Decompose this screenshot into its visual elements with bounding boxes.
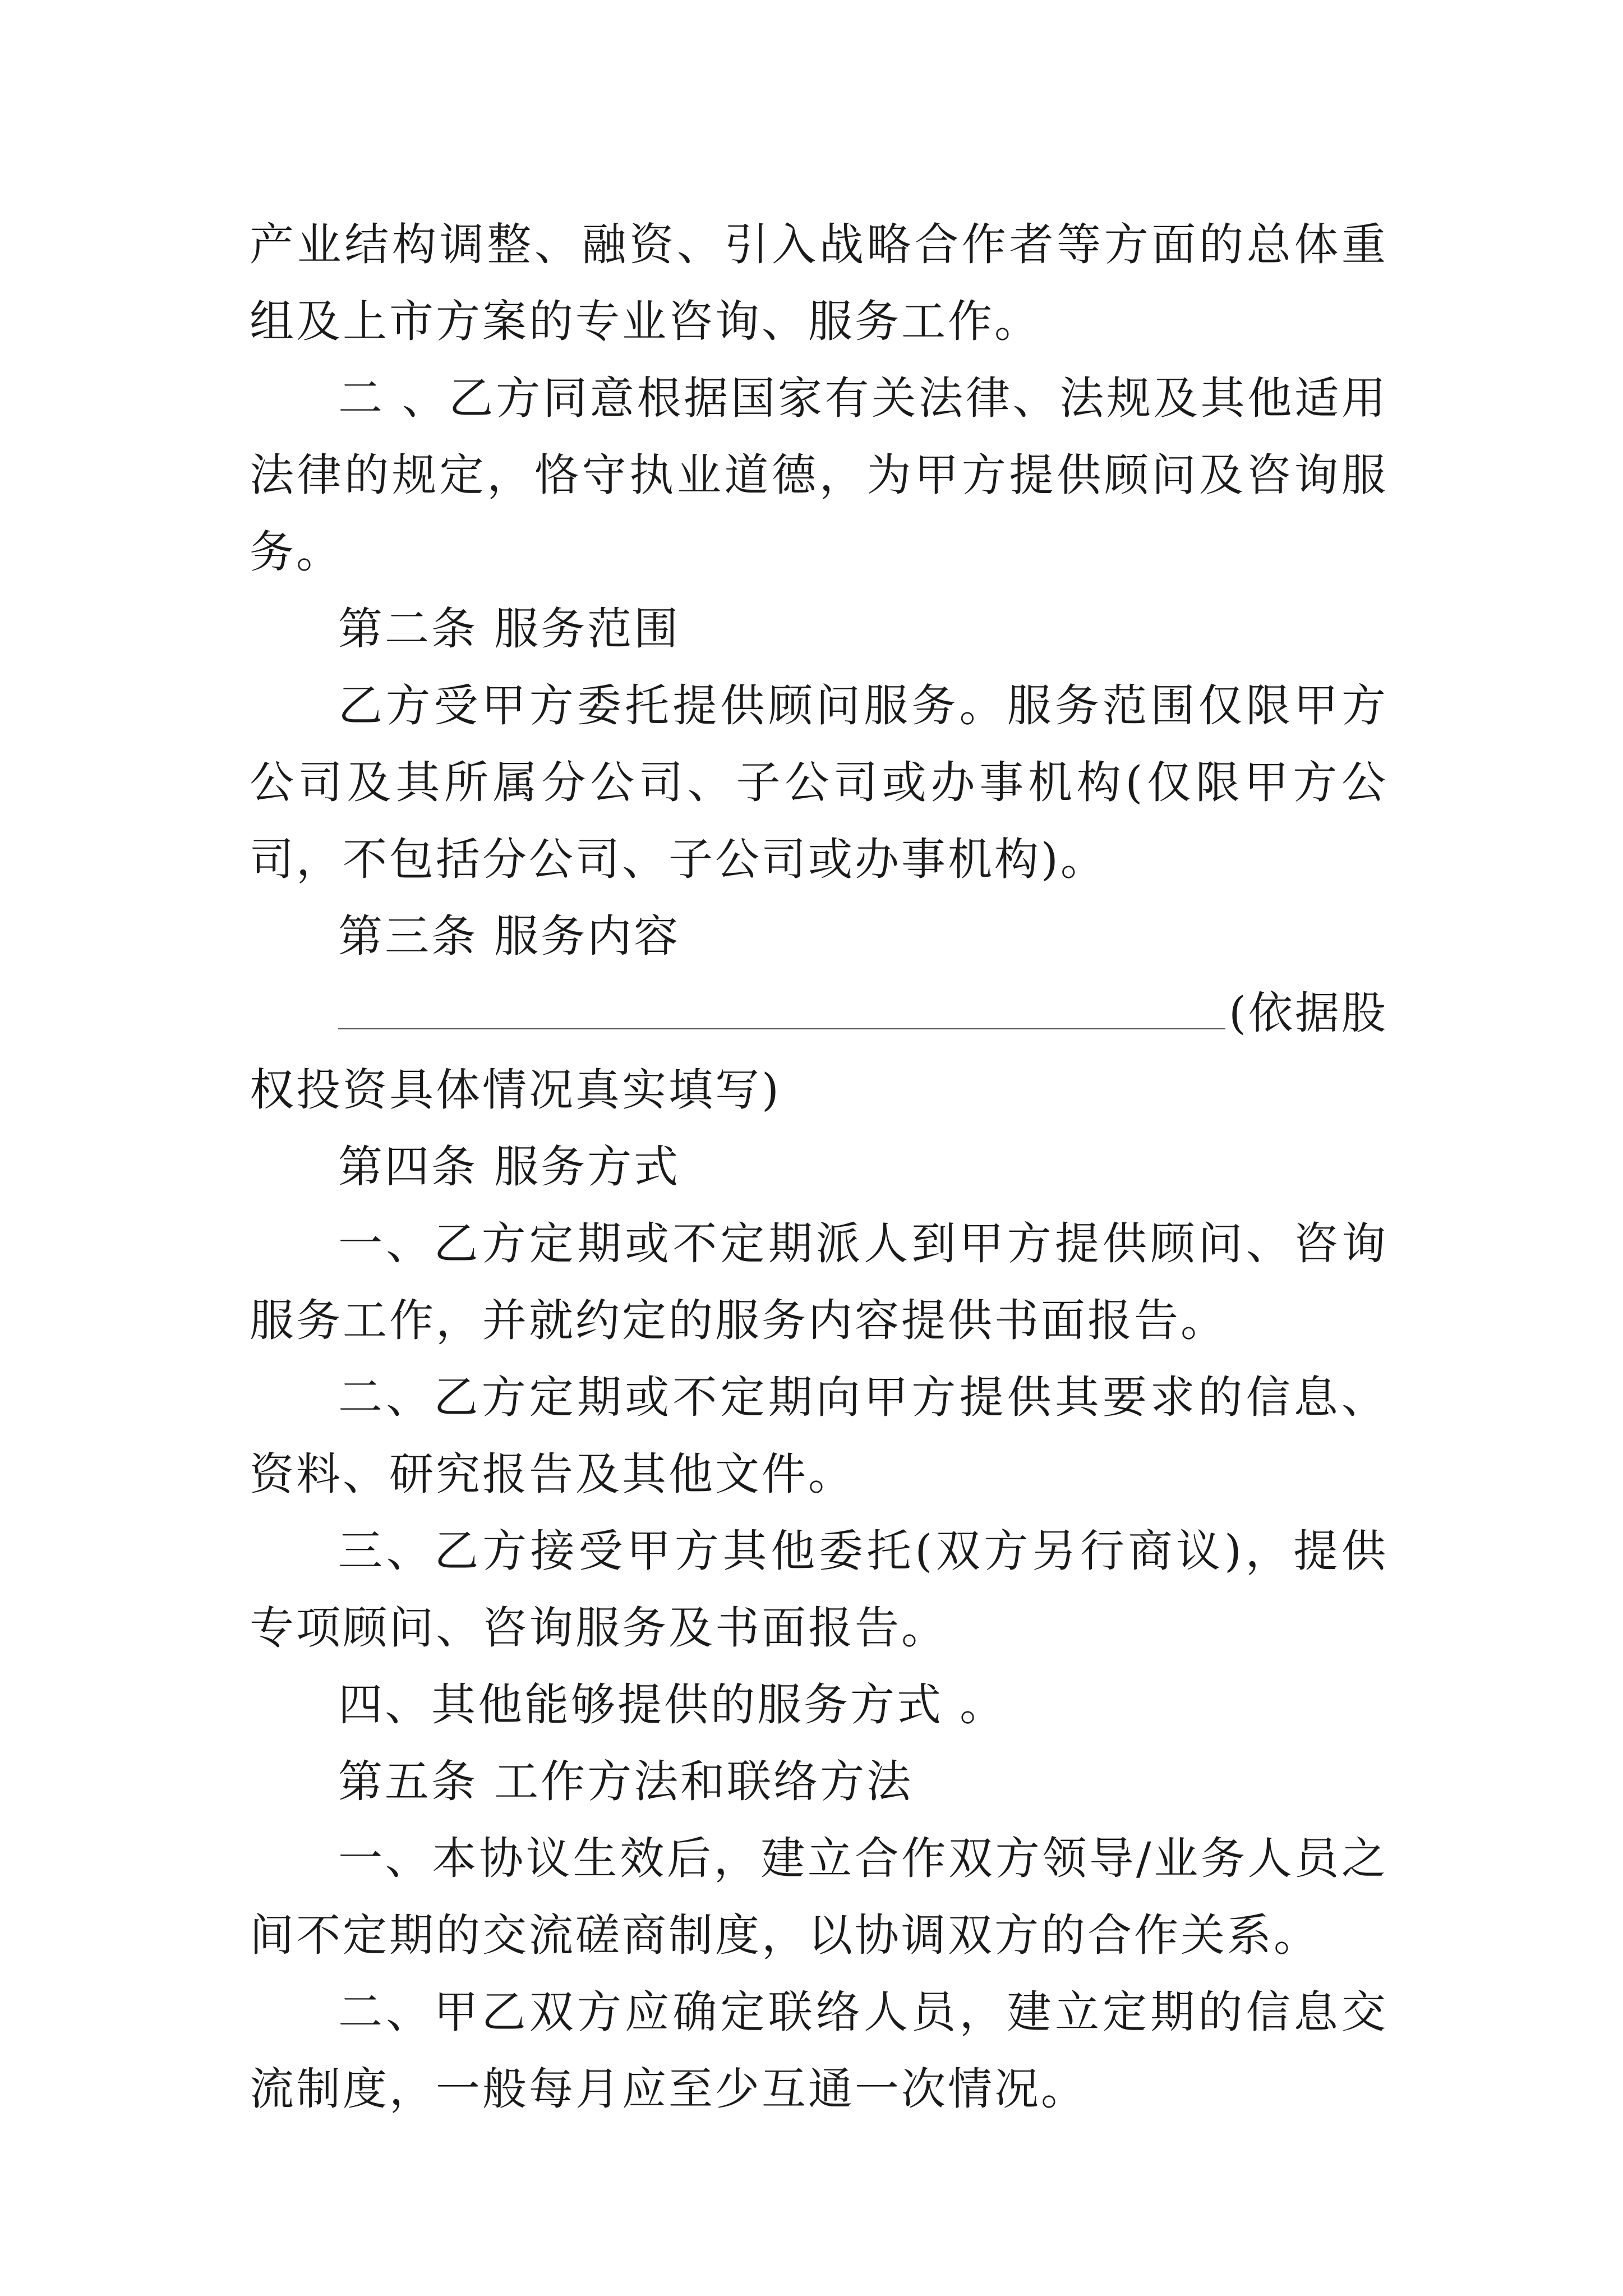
paragraph: 一、本协议生效后，建立合作双方领导/业务人员之间不定期的交流磋商制度，以协调双方的合作关系。 [250,1833,1388,1961]
paragraph: 二 、乙方同意根据国家有关法律、法规及其他适用法律的规定，恪守执业道德，为甲方提供顾问及咨询服务。 [250,372,1388,578]
paragraph: 三、乙方接受甲方其他委托(双方另行商议)，提供专项顾问、咨询服务及书面报告。 [250,1525,1388,1654]
fill-in-hint: (依据股 [1229,987,1388,1039]
paragraph: 四、其他能够提供的服务方式 。 [338,1679,1007,1731]
section-heading: 第四条 服务方式 [338,1141,681,1193]
paragraph: 权投资具体情况真实填写) [250,1064,781,1116]
paragraph: 二、甲乙双方应确定联络人员，建立定期的信息交流制度，一般每月应至少互通一次情况。 [250,1986,1388,2115]
blank-underline [338,1028,1225,1029]
fill-in-line [250,975,1388,1052]
paragraph: 一、乙方定期或不定期派人到甲方提供顾问、咨询服务工作，并就约定的服务内容提供书面报告。 [250,1218,1388,1346]
section-heading: 第五条 工作方法和联络方法 [338,1756,914,1807]
document-body [250,206,1388,2128]
paragraph: 二、乙方定期或不定期向甲方提供其要求的信息、资料、研究报告及其他文件。 [250,1372,1388,1500]
paragraph: 产业结构调整、融资、引入战略合作者等方面的总体重组及上市方案的专业咨询、服务工作。 [250,219,1388,347]
section-heading: 第三条 服务内容 [338,910,681,962]
paragraph: 乙方受甲方委托提供顾问服务。服务范围仅限甲方公司及其所属分公司、子公司或办事机构(仅限甲方公司，不包括分公司、子公司或办事机构)。 [250,680,1388,885]
section-heading: 第二条 服务范围 [338,603,681,655]
